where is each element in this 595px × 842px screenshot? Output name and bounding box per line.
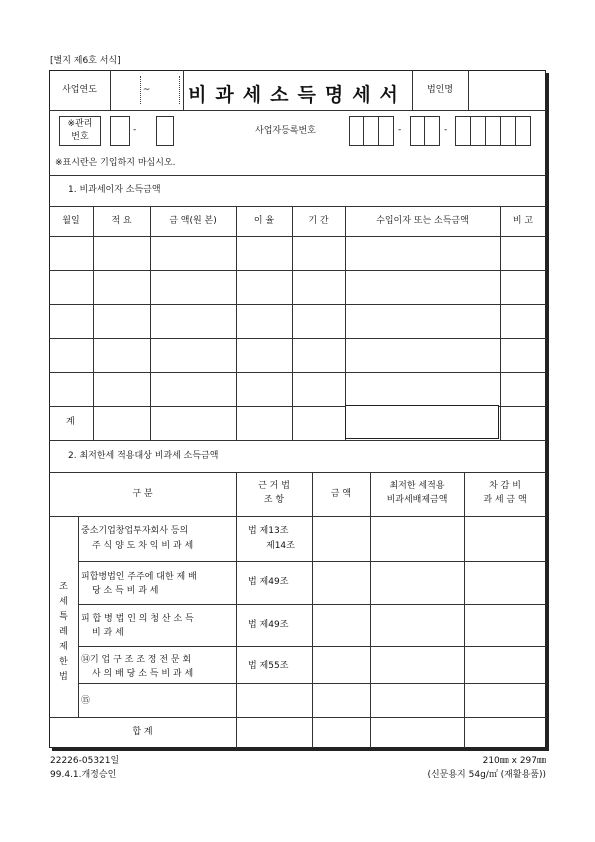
s2-header-basis-2: 조 항	[263, 495, 285, 505]
footer-approval: 99.4.1.개정승인	[50, 770, 117, 780]
s1-header-date: 월일	[62, 216, 80, 226]
biz-reg-dash-1: -	[398, 125, 402, 135]
s2-row-2-line1: 피합병법인 주주에 대한 제 배	[81, 572, 197, 582]
footer-paper: (신문용지 54g/㎡ (재활용품))	[427, 770, 546, 780]
s2-row-4-line2: 사 의 배 당 소 득 비 과 세	[92, 669, 194, 679]
mgmt-number-label-1: ※관리	[67, 119, 93, 129]
s2-header-category: 구 분	[132, 489, 153, 499]
biz-reg-box-3[interactable]	[378, 116, 394, 146]
section2-title: 2. 최저한세 적용대상 비과세 소득금액	[68, 451, 219, 461]
biz-reg-box-5[interactable]	[424, 116, 440, 146]
s2-row-3-line2: 비 과 세	[92, 628, 124, 638]
s1-header-interest: 수입이자 또는 소득금액	[376, 216, 469, 226]
s1-header-period: 기 간	[308, 216, 329, 226]
s1-header-principal: 금 액(원 본)	[169, 216, 217, 226]
s2-total-label: 합 계	[132, 727, 153, 737]
s2-row-5-line1: ⑮	[81, 696, 91, 706]
biz-reg-box-9[interactable]	[500, 116, 516, 146]
s2-header-min-tax-2: 비과세배제금액	[386, 495, 448, 505]
biz-reg-box-1[interactable]	[349, 116, 364, 146]
s2-total-fields[interactable]	[237, 718, 545, 747]
s2-row-3-line1: 피 합 병 법 인 의 청 산 소 득	[81, 614, 194, 624]
corporation-name-label: 법인명	[426, 85, 454, 95]
footer-code: 22226-05321일	[50, 756, 120, 766]
s2-header-basis-1: 근 거 법	[258, 481, 290, 491]
frame-shadow-right	[546, 73, 549, 751]
instruction-note: ※표시란은 기입하지 마십시오.	[55, 158, 176, 168]
s1-header-summary: 적 요	[111, 216, 132, 226]
s1-entry-rows[interactable]	[94, 237, 544, 405]
mgmt-dash: -	[133, 125, 137, 135]
corporation-name-field[interactable]	[469, 71, 545, 109]
s2-row-2-line2: 당 소 득 비 과 세	[92, 586, 159, 596]
frame-shadow-bottom	[52, 748, 549, 751]
biz-reg-box-7[interactable]	[470, 116, 486, 146]
biz-reg-dash-2: -	[444, 125, 448, 135]
s2-row-3-basis1: 법 제49조	[248, 620, 289, 630]
s2-row-2-basis1: 법 제49조	[248, 577, 289, 587]
business-reg-label: 사업자등록번호	[255, 126, 316, 136]
biz-reg-box-6[interactable]	[455, 116, 471, 146]
s1-total-amount-field[interactable]	[345, 405, 499, 439]
fiscal-year-separator: ~	[142, 85, 151, 95]
s2-header-deduct-2: 과 세 금 액	[483, 495, 527, 505]
fiscal-year-label: 사업연도	[62, 85, 97, 95]
section1-title: 1. 비과세이자 소득금액	[68, 185, 161, 195]
biz-reg-box-8[interactable]	[485, 116, 501, 146]
form-title: 비과세소득명세서	[188, 84, 407, 106]
s2-side-label: 조 세 특 례 제 한 법	[59, 582, 68, 682]
s2-row-1-basis2: 제14조	[266, 541, 295, 551]
s1-total-label: 계	[66, 417, 75, 427]
biz-reg-box-2[interactable]	[363, 116, 379, 146]
biz-reg-box-4[interactable]	[410, 116, 425, 146]
s2-row-1-line2: 주 식 양 도 차 익 비 과 세	[92, 541, 194, 551]
form-number: [별지 제6호 서식]	[50, 56, 121, 66]
s2-row-4-line1: ⑭기 업 구 조 조 정 전 문 회	[81, 655, 192, 665]
s2-row-1-line1: 중소기업창업투자회사 등의	[81, 526, 189, 536]
s2-entry-cells[interactable]	[313, 517, 545, 716]
mgmt-number-box-1[interactable]	[110, 116, 128, 146]
s2-row-4-basis1: 법 제55조	[248, 661, 289, 671]
s2-row-1-basis1: 법 제13조	[248, 526, 289, 536]
s2-header-deduct-1: 차 감 비	[489, 481, 521, 491]
s1-header-remarks: 비 고	[512, 216, 534, 226]
mgmt-number-box-2[interactable]	[156, 116, 174, 146]
s2-header-min-tax-1: 최저한 세적용	[389, 481, 445, 491]
mgmt-number-label-2: 번호	[71, 132, 89, 142]
footer-size: 210㎜ x 297㎜	[482, 756, 546, 766]
s1-header-rate: 이 율	[253, 216, 275, 226]
s2-header-amount: 금 액	[330, 489, 352, 499]
biz-reg-box-10[interactable]	[515, 116, 531, 146]
